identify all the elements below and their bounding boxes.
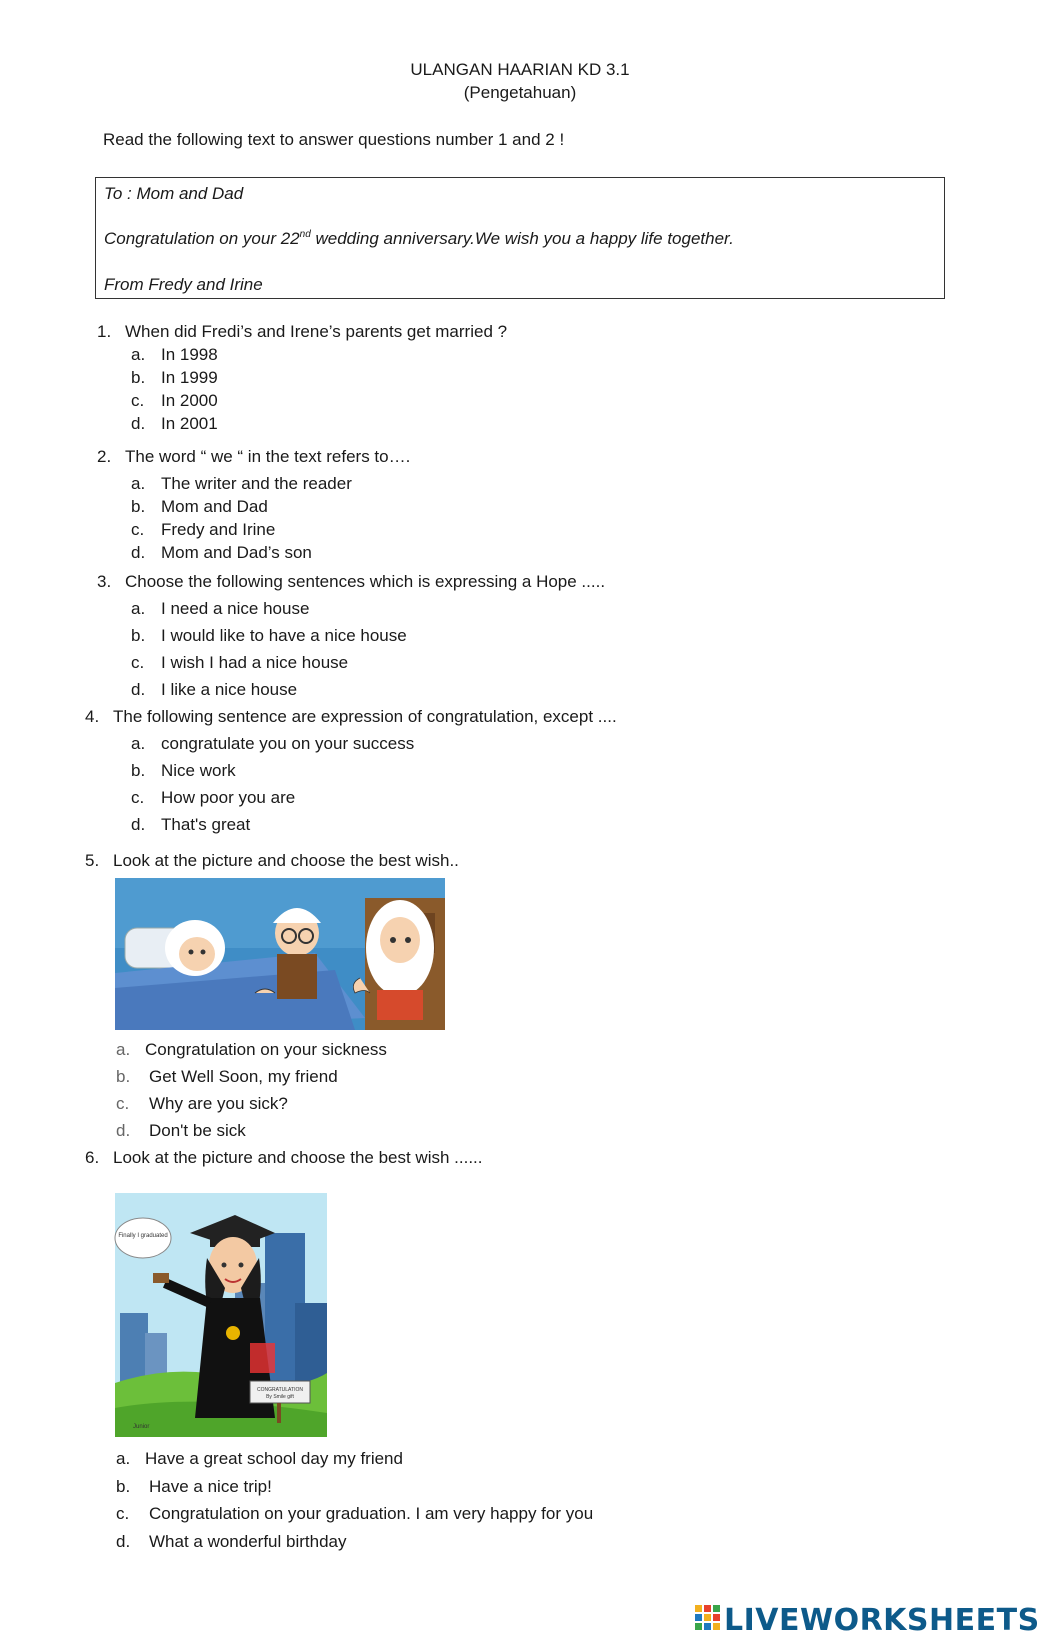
option-text: Have a nice trip! <box>149 1477 272 1496</box>
option-2a[interactable] <box>131 474 352 494</box>
option-4d[interactable] <box>131 815 250 835</box>
letter-body-pre: Congratulation on your 22 <box>104 229 300 248</box>
option-letter: a. <box>131 345 146 364</box>
page-title: ULANGAN HAARIAN KD 3.1 <box>410 60 630 79</box>
option-5d[interactable] <box>116 1121 246 1141</box>
option-3d[interactable] <box>131 680 297 700</box>
option-text: Don't be sick <box>149 1121 246 1140</box>
question-2 <box>97 447 410 467</box>
letter-body-post: wedding anniversary.We wish you a happy life together. <box>310 229 734 248</box>
option-6c[interactable] <box>116 1504 593 1524</box>
option-text: In 1998 <box>161 345 218 364</box>
option-3a[interactable] <box>131 599 309 619</box>
option-letter: d. <box>131 815 146 834</box>
option-text: In 1999 <box>161 368 218 387</box>
question-number: 6. <box>85 1148 100 1167</box>
question-6 <box>85 1148 483 1168</box>
option-1a[interactable] <box>131 345 218 365</box>
option-text: Why are you sick? <box>149 1094 288 1113</box>
option-text: The writer and the reader <box>161 474 352 493</box>
option-letter: d. <box>131 414 146 433</box>
sign-text: CONGRATULATION <box>257 1387 303 1393</box>
option-text: Mom and Dad’s son <box>161 543 312 562</box>
question-3 <box>97 572 605 592</box>
letter-box <box>95 177 945 299</box>
option-text: congratulate you on your success <box>161 734 415 753</box>
option-letter: a. <box>131 734 146 753</box>
option-5b[interactable] <box>116 1067 338 1087</box>
option-text: How poor you are <box>161 788 296 807</box>
option-text: I wish I had a nice house <box>161 653 349 672</box>
option-text: In 2001 <box>161 414 218 433</box>
option-2b[interactable] <box>131 497 268 517</box>
option-letter: b. <box>131 497 146 516</box>
option-6a[interactable] <box>116 1449 403 1469</box>
logo-wordmark: LIVEWORKSHEETS <box>724 1602 1040 1638</box>
question-number: 4. <box>85 707 100 726</box>
option-letter: c. <box>131 520 145 539</box>
option-text: Mom and Dad <box>161 497 268 516</box>
option-letter: c. <box>116 1504 130 1523</box>
option-letter: a. <box>116 1449 131 1468</box>
option-letter: b. <box>131 626 146 645</box>
letter-to: To : Mom and Dad <box>104 184 244 203</box>
option-text: Fredy and Irine <box>161 520 276 539</box>
option-3b[interactable] <box>131 626 407 646</box>
option-letter: d. <box>131 543 146 562</box>
option-1c[interactable] <box>131 391 218 411</box>
letter-from: From Fredy and Irine <box>104 275 263 294</box>
option-4a[interactable] <box>131 734 414 754</box>
question-4 <box>85 707 617 727</box>
option-letter: d. <box>116 1532 131 1551</box>
hospital-visit-picture <box>115 878 445 1030</box>
option-letter: c. <box>131 653 145 672</box>
instruction: Read the following text to answer questions number 1 and 2 ! <box>103 130 565 149</box>
option-letter: b. <box>131 368 146 387</box>
option-letter: d. <box>116 1121 131 1140</box>
question-5 <box>85 851 459 871</box>
option-text: What a wonderful birthday <box>149 1532 347 1551</box>
option-text: Get Well Soon, my friend <box>149 1067 338 1086</box>
liveworksheets-logo <box>695 1600 1040 1640</box>
question-text: Look at the picture and choose the best wish ...... <box>113 1148 483 1167</box>
option-letter: b. <box>131 761 146 780</box>
option-text: In 2000 <box>161 391 218 410</box>
option-text: Congratulation on your sickness <box>145 1040 387 1059</box>
option-6b[interactable] <box>116 1477 272 1497</box>
graduation-illustration <box>115 1193 327 1437</box>
option-5a[interactable] <box>116 1040 387 1060</box>
question-number: 5. <box>85 851 100 870</box>
letter-body-sup: nd <box>299 229 311 240</box>
option-letter: a. <box>131 599 146 618</box>
question-text: When did Fredi’s and Irene’s parents get married ? <box>125 322 508 341</box>
option-letter: a. <box>131 474 146 493</box>
option-letter: d. <box>131 680 146 699</box>
option-text: I would like to have a nice house <box>161 626 407 645</box>
logo-grid-icon <box>695 1605 721 1635</box>
question-text: Look at the picture and choose the best wish.. <box>113 851 459 870</box>
letter-body <box>104 229 734 249</box>
option-letter: c. <box>116 1094 130 1113</box>
hospital-visit-illustration <box>115 878 445 1030</box>
signature-text: Junior <box>133 1424 150 1430</box>
question-text: The word “ we “ in the text refers to…. <box>125 447 411 466</box>
graduation-picture <box>115 1193 327 1437</box>
page-subtitle: (Pengetahuan) <box>463 83 577 102</box>
option-1b[interactable] <box>131 368 218 388</box>
speech-bubble-text: Finally I graduated <box>118 1233 168 1239</box>
option-6d[interactable] <box>116 1532 347 1552</box>
option-2d[interactable] <box>131 543 312 563</box>
option-4b[interactable] <box>131 761 236 781</box>
question-text: The following sentence are expression of congratulation, except .... <box>113 707 617 726</box>
option-text: Nice work <box>161 761 236 780</box>
option-letter: a. <box>116 1040 131 1059</box>
option-letter: c. <box>131 788 145 807</box>
option-letter: b. <box>116 1477 131 1496</box>
option-3c[interactable] <box>131 653 348 673</box>
option-4c[interactable] <box>131 788 295 808</box>
option-text: I need a nice house <box>161 599 310 618</box>
option-1d[interactable] <box>131 414 218 434</box>
option-5c[interactable] <box>116 1094 288 1114</box>
sign-subtext: By Smile gift <box>266 1394 294 1400</box>
option-2c[interactable] <box>131 520 275 540</box>
option-text: Congratulation on your graduation. I am very happy for you <box>149 1504 594 1523</box>
option-text: Have a great school day my friend <box>145 1449 403 1468</box>
option-letter: c. <box>131 391 145 410</box>
question-number: 3. <box>97 572 112 591</box>
option-text: I like a nice house <box>161 680 298 699</box>
option-text: That's great <box>161 815 251 834</box>
question-number: 2. <box>97 447 112 466</box>
option-letter: b. <box>116 1067 131 1086</box>
question-text: Choose the following sentences which is expressing a Hope ..... <box>125 572 606 591</box>
question-1 <box>97 322 507 342</box>
question-number: 1. <box>97 322 112 341</box>
